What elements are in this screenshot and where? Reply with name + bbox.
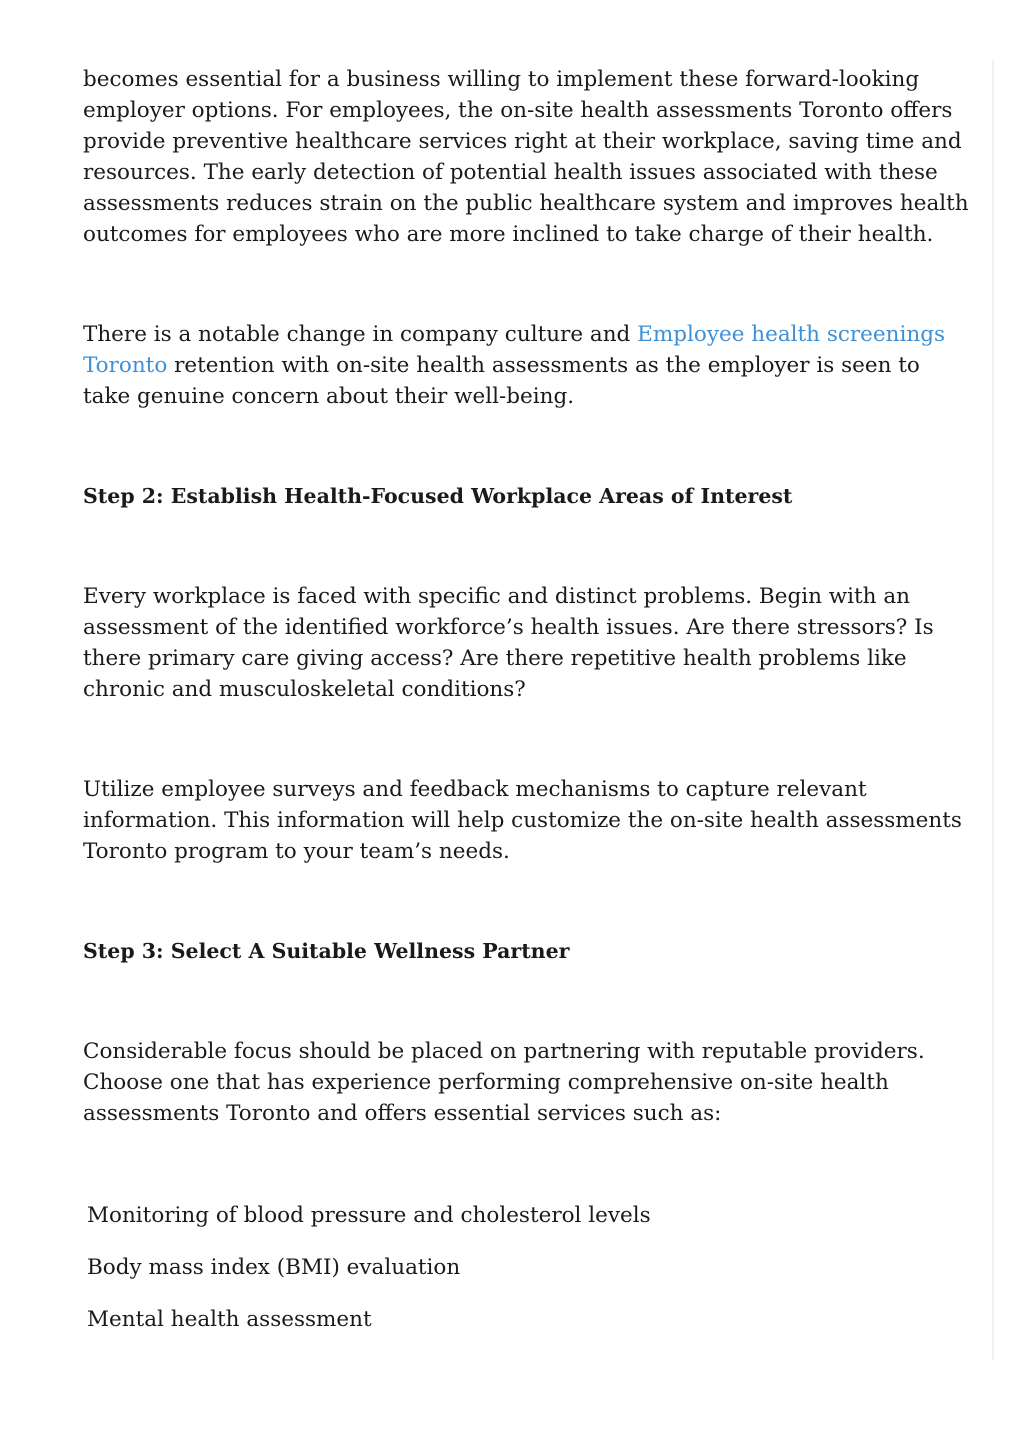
step-2-heading: Step 2: Establish Health-Focused Workplace Areas of Interest — [83, 484, 793, 508]
partner-paragraph: Considerable focus should be placed on partnering with reputable providers. Choose one that has experience performing comprehensive on-site health assessments Toronto and offers essential services such as: — [83, 1039, 925, 1126]
document-body — [83, 62, 973, 1356]
list-item: Body mass index (BMI) evaluation — [87, 1255, 461, 1280]
step-3-heading: Step 3: Select A Suitable Wellness Partner — [83, 939, 570, 963]
culture-text-before: There is a notable change in company culture and — [83, 322, 638, 347]
employee-health-screenings-link[interactable]: Employee health screenings Toronto — [83, 322, 946, 378]
list-item: Mental health assessment — [87, 1307, 372, 1332]
culture-text-after: retention with on-site health assessments as the employer is seen to take genuine concern about their well-being. — [83, 353, 920, 409]
list-item: Monitoring of blood pressure and cholesterol levels — [87, 1203, 651, 1228]
page-edge-line — [992, 60, 994, 1360]
intro-paragraph: becomes essential for a business willing to implement these forward-looking employer options. For employees, the on-site health assessments Toronto offers provide preventive healthcare services right at their workplace, saving time and resources. The early detection of potential health issues associated with these assessments reduces strain on the public healthcare system and improves health outcomes for employees who are more inclined to take charge of their health. — [83, 67, 969, 247]
services-list — [87, 1200, 973, 1335]
surveys-paragraph: Utilize employee surveys and feedback mechanisms to capture relevant information. This information will help customize the on-site health assessments Toronto program to your team’s needs. — [83, 777, 962, 864]
culture-paragraph — [83, 319, 973, 412]
workplace-problems-paragraph: Every workplace is faced with specific and distinct problems. Begin with an assessment of the identified workforce’s health issues. Are there stressors? Is there primary care giving access? Are there repetitive health problems like chronic and musculoskeletal conditions? — [83, 584, 934, 702]
